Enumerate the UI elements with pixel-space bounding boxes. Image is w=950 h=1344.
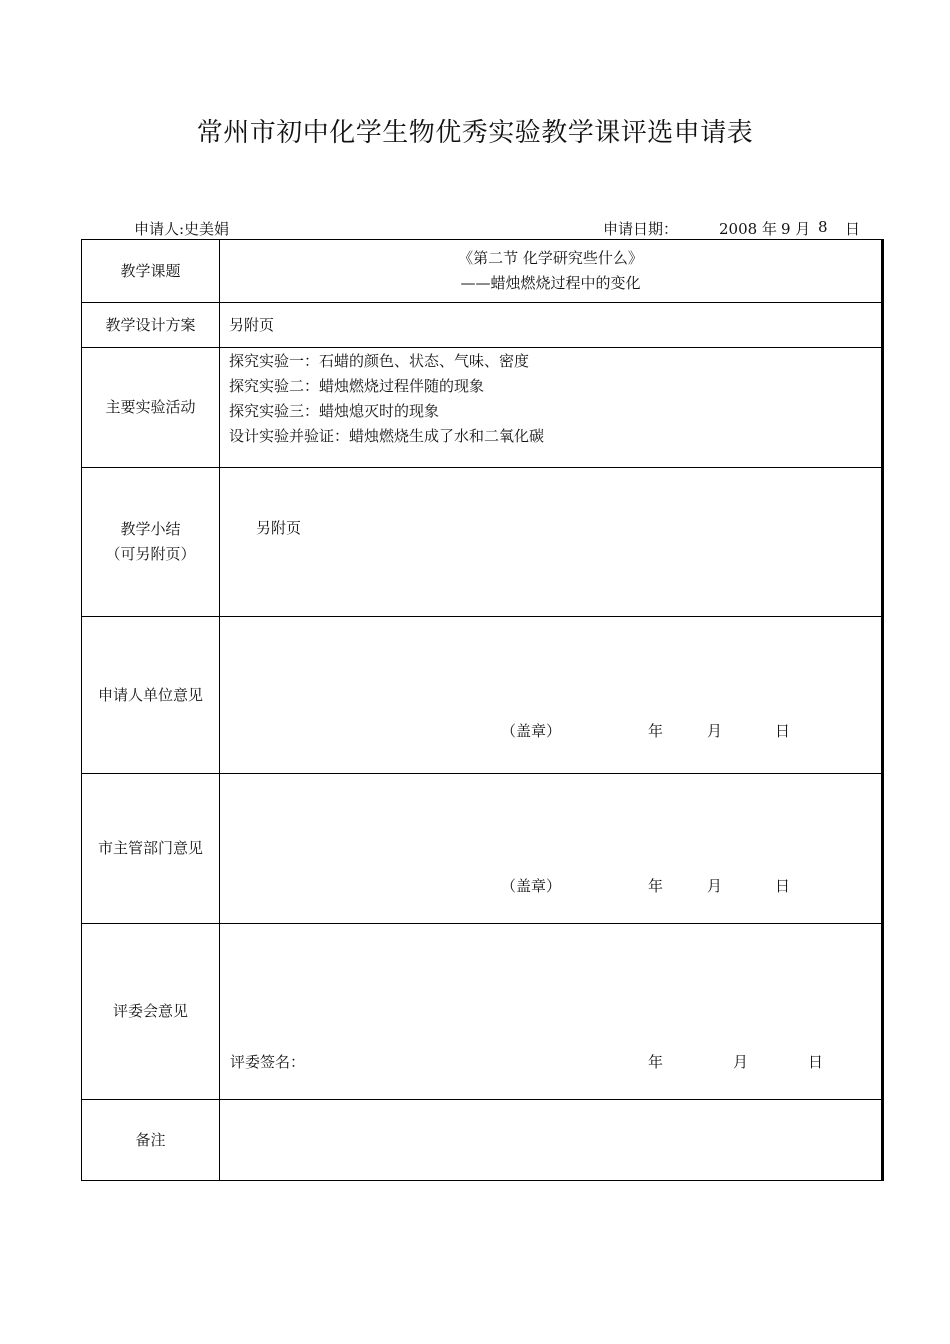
label-remarks: 备注 (82, 1100, 220, 1181)
activity-item: 探究实验二：蜡烛燃烧过程伴随的现象 (229, 377, 485, 395)
label-design: 教学设计方案 (82, 303, 220, 348)
row-city-opinion (82, 774, 883, 924)
label-summary (82, 468, 220, 617)
date-year: 2008 年 (719, 220, 777, 238)
applicant-name: 申请人:史美娟 (134, 220, 230, 238)
city-opinion-content (220, 774, 883, 924)
committee-day: 日 (808, 1053, 824, 1071)
label-summary-line2: （可另附页） (105, 545, 196, 563)
unit-month: 月 (707, 722, 723, 740)
committee-month: 月 (733, 1053, 749, 1071)
committee-sign: 评委签名： (230, 1053, 306, 1071)
date-label: 申请日期： (603, 220, 679, 238)
unit-opinion-content (220, 617, 883, 774)
activity-item: 设计实验并验证：蜡烛燃烧生成了水和二氧化碳 (229, 427, 545, 445)
remarks-content (220, 1100, 883, 1181)
activity-item: 探究实验一：石蜡的颜色、状态、气味、密度 (229, 352, 530, 370)
topic-content (220, 240, 883, 303)
unit-day: 日 (775, 722, 791, 740)
label-committee: 评委会意见 (82, 924, 220, 1100)
row-activities (82, 348, 883, 468)
label-activities: 主要实验活动 (82, 348, 220, 468)
topic-line1: 《第二节 化学研究些什么》 (458, 249, 643, 267)
unit-stamp: （盖章） (501, 722, 562, 740)
label-unit-opinion: 申请人单位意见 (82, 617, 220, 774)
activity-item: 探究实验三：蜡烛熄灭时的现象 (229, 402, 440, 420)
committee-content (220, 924, 883, 1100)
date-month: 9 月 (781, 220, 811, 238)
city-month: 月 (707, 877, 723, 895)
topic-line2: ——蜡烛燃烧过程中的变化 (460, 274, 641, 292)
label-summary-line1: 教学小结 (120, 520, 181, 538)
application-form-table (81, 239, 884, 1181)
date-day-unit: 日 (845, 220, 861, 238)
label-city-opinion: 市主管部门意见 (82, 774, 220, 924)
row-unit-opinion (82, 617, 883, 774)
unit-year: 年 (648, 722, 664, 740)
design-value: 另附页 (220, 303, 883, 348)
page-title: 常州市初中化学生物优秀实验教学课评选申请表 (196, 118, 754, 148)
city-day: 日 (775, 877, 791, 895)
row-design (82, 303, 883, 348)
committee-year: 年 (648, 1053, 664, 1071)
city-stamp: （盖章） (501, 877, 562, 895)
summary-value: 另附页 (220, 468, 883, 617)
label-topic: 教学课题 (82, 240, 220, 303)
row-remarks (82, 1100, 883, 1181)
row-committee (82, 924, 883, 1100)
activities-content (220, 348, 883, 468)
row-summary (82, 468, 883, 617)
date-day: 8 (818, 218, 828, 236)
city-year: 年 (648, 877, 664, 895)
row-topic (82, 240, 883, 303)
